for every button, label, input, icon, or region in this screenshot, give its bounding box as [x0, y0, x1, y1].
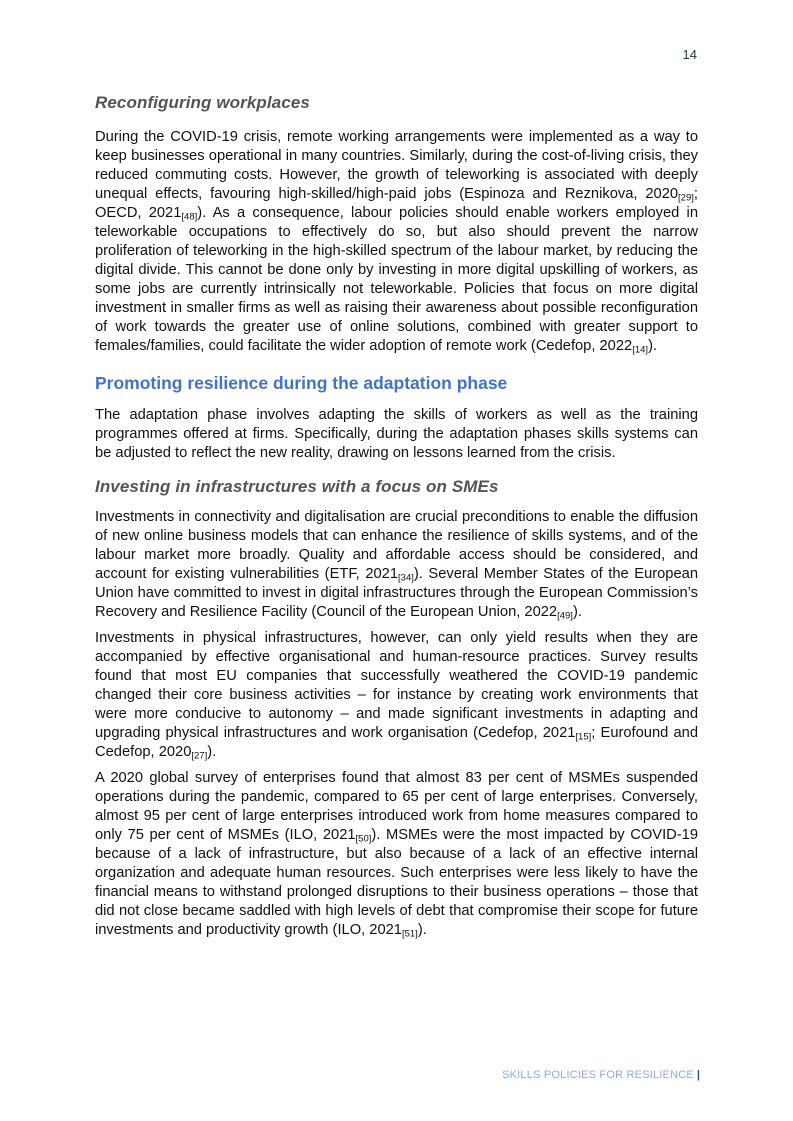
page-content: [95, 91, 698, 947]
footer-separator: |: [696, 1069, 700, 1081]
page-number: 14: [682, 47, 697, 62]
paragraph-connectivity-investments: Investments in connectivity and digitalisation are crucial preconditions to enable the diffusion of new online business models that can enhance the resilience of skills systems, and of the labour market more broadly. Quality and affordable access should be considered, and account for existing vulnerabilities (ETF, $2021_{[34]}$). Several Member States of the European Union have committed to invest in digital infrastructures through the European Commission’s Recovery and Resilience Facility (Council of the European Union, $2022_{[49]}$).: [95, 509, 698, 622]
heading-promoting-resilience: Promoting resilience during the adaptation phase: [95, 373, 508, 393]
paragraph-msme-survey: A 2020 global survey of enterprises found that almost 83 per cent of MSMEs suspended operations during the pandemic, compared to 65 per cent of large enterprises. Conversely, almost 95 per cent of large enterprises introduced work from home measures compared to only 75 per cent of MSMEs (ILO, $2021_{[50]}$). MSMEs were the most impacted by COVID-19 because of a lack of infrastructure, but also because of a lack of an effective internal organization and adequate human resources. Such enterprises were less likely to have the financial means to withstand prolonged disruptions to their business operations – those that did not close became saddled with high levels of debt that compromise their scope for future investments and productivity growth (ILO, $2021_{[51]}$).: [95, 770, 699, 940]
paragraph-remote-working: During the COVID-19 crisis, remote working arrangements were implemented as a way to keep businesses operational in many countries. Similarly, during the cost-of-living crisis, they reduced commuting costs. However, the growth of teleworking is associated with deeply unequal effects, favouring high-skilled/high-paid jobs (Espinoza and Reznikova, $2020_{[29]}$; OECD, $2021_{[48]}$). As a consequence, labour policies should enable workers employed in teleworkable occupations to effectively do so, but also should prevent the narrow proliferation of teleworking in the high-skilled spectrum of the labour market, by reducing the digital divide. This cannot be done only by investing in more digital upskilling of workers, as some jobs are currently intrinsically not teleworkable. Policies that focus on more digital investment in smaller firms as well as raising their awareness about possible reconfiguration of work towards the greater use of online solutions, combined with greater support to females/families, could facilitate the wider adoption of remote work (Cedefop, $2022_{[14]}$).: [95, 129, 698, 356]
subheading-investing-infrastructures: Investing in infrastructures with a focus on SMEs: [95, 477, 499, 496]
paragraph-physical-infrastructures: Investments in physical infrastructures, however, can only yield results when they are accompanied by effective organisational and human-resource practices. Survey results found that most EU companies that successfully weathered the COVID-19 pandemic changed their core business activities – for instance by creating work environments that were more conducive to autonomy – and made significant investments in adapting and upgrading physical infrastructures and work organisation (Cedefop, $2021_{[15]}$; Eurofound and Cedefop, $2020_{[27]}$).: [95, 630, 698, 762]
footer-title: SKILLS POLICIES FOR RESILIENCE: [502, 1069, 694, 1081]
paragraph-adaptation-phase: The adaptation phase involves adapting the skills of workers as well as the training programmes offered at firms. Specifically, during the adaptation phases skills systems can be adjusted to reflect the new reality, drawing on lessons learned from the crisis.: [95, 407, 698, 461]
page-footer: [502, 1068, 700, 1082]
subheading-reconfiguring-workplaces: Reconfiguring workplaces: [95, 93, 310, 112]
